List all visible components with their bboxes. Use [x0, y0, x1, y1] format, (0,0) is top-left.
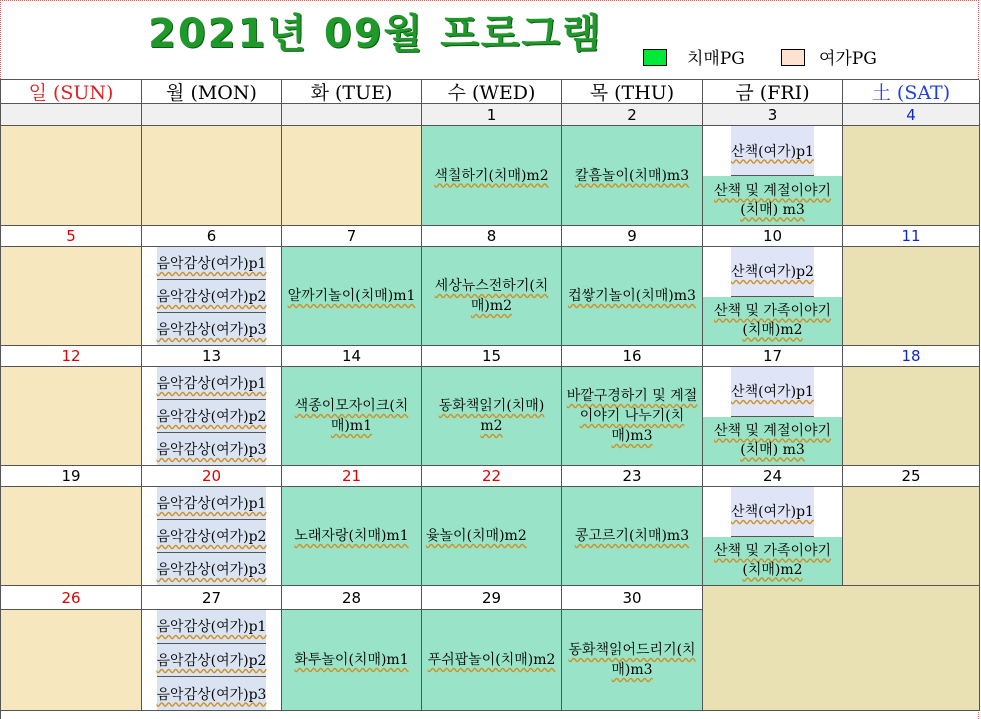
program-cell-thu[interactable]	[562, 247, 703, 346]
program-cell-mon[interactable]	[142, 247, 282, 346]
program-label: 산책(여가)p1	[731, 384, 814, 401]
program-cell-mon[interactable]	[142, 487, 282, 586]
date-cell[interactable]: 22	[422, 466, 562, 487]
legend-dementia	[643, 48, 745, 70]
date-cell[interactable]: 10	[703, 226, 843, 247]
fri-dementia-program[interactable]	[703, 537, 842, 586]
mon-leisure-program[interactable]	[157, 367, 267, 400]
header-sat[interactable]: 土 (SAT)	[843, 80, 980, 104]
date-cell[interactable]: 30	[562, 586, 703, 610]
date-cell[interactable]: 9	[562, 226, 703, 247]
program-label: 색종이모자이크(치매)m1	[294, 398, 409, 434]
program-label: 음악감상(여가)p1	[156, 496, 267, 512]
fri-leisure-program[interactable]	[731, 367, 814, 417]
date-cell[interactable]: 3	[703, 104, 843, 126]
program-label: 알까기놀이(치매)m1	[287, 288, 416, 304]
date-cell[interactable]: 1	[422, 104, 562, 126]
program-cell-tue[interactable]	[282, 610, 422, 711]
legend-leisure-swatch	[781, 49, 805, 66]
page-title: 2021년 09월 프로그램	[148, 11, 603, 57]
date-cell[interactable]: 8	[422, 226, 562, 247]
program-cell-mon[interactable]	[142, 610, 282, 711]
fri-leisure-program[interactable]	[731, 126, 814, 176]
header-tue[interactable]: 화 (TUE)	[282, 80, 422, 104]
fri-dementia-program[interactable]	[703, 176, 842, 225]
program-cell-empty[interactable]	[1, 367, 142, 466]
date-cell[interactable]: 15	[422, 346, 562, 367]
program-cell-empty[interactable]	[843, 247, 980, 346]
date-cell[interactable]	[282, 104, 422, 126]
fri-leisure-program[interactable]	[731, 487, 814, 537]
program-cell-thu[interactable]	[562, 610, 703, 711]
legend-leisure-label: 여가PG	[819, 49, 877, 69]
calendar-grid	[0, 79, 979, 719]
program-label: 산책(여가)p1	[731, 143, 814, 160]
date-cell[interactable]: 18	[843, 346, 980, 367]
mon-leisure-program[interactable]	[157, 313, 267, 345]
program-label: 음악감상(여가)p3	[156, 322, 267, 338]
fri-leisure-program[interactable]	[731, 247, 814, 297]
program-cell-mon[interactable]	[142, 367, 282, 466]
program-label: 산책 및 계절이야기(치매) m3	[713, 422, 832, 458]
date-cell[interactable]: 25	[843, 466, 980, 487]
program-label: 음악감상(여가)p2	[156, 289, 267, 305]
program-label: 동화책읽기(치매) m2	[438, 398, 545, 434]
program-cell-tue[interactable]	[282, 247, 422, 346]
program-cell-wed[interactable]	[422, 610, 562, 711]
program-cell-empty[interactable]	[1, 247, 142, 346]
program-label: 음악감상(여가)p1	[156, 619, 267, 636]
mon-leisure-program[interactable]	[157, 610, 267, 644]
program-cell-tue[interactable]	[282, 367, 422, 466]
header-thu[interactable]: 목 (THU)	[562, 80, 703, 104]
program-cell-thu[interactable]	[562, 367, 703, 466]
date-cell[interactable]: 19	[1, 466, 142, 487]
mon-leisure-program[interactable]	[157, 280, 267, 313]
legend-dementia-label: 치매PG	[687, 49, 745, 69]
legend-dementia-swatch	[643, 49, 667, 66]
program-cell-fri[interactable]	[703, 487, 843, 586]
mon-leisure-program[interactable]	[157, 677, 267, 710]
program-cell-empty[interactable]	[282, 126, 422, 226]
program-label: 색칠하기(치매)m2	[434, 167, 549, 184]
date-cell[interactable]: 17	[703, 346, 843, 367]
date-cell[interactable]: 6	[142, 226, 282, 247]
program-label: 음악감상(여가)p3	[156, 686, 267, 703]
date-cell[interactable]: 7	[282, 226, 422, 247]
program-label: 음악감상(여가)p2	[156, 529, 267, 545]
program-label: 산책 및 가족이야기(치매)m2	[713, 542, 832, 578]
date-cell[interactable]: 20	[142, 466, 282, 487]
program-label: 산책(여가)p2	[731, 264, 814, 281]
date-cell[interactable]: 14	[282, 346, 422, 367]
program-label: 음악감상(여가)p1	[156, 256, 267, 272]
program-label: 음악감상(여가)p2	[156, 653, 267, 669]
mon-leisure-program[interactable]	[157, 644, 267, 678]
program-label: 음악감상(여가)p2	[156, 409, 267, 425]
date-cell[interactable]: 23	[562, 466, 703, 487]
date-cell[interactable]: 24	[703, 466, 843, 487]
program-label: 푸쉬팝놀이(치매)m2	[427, 652, 556, 668]
program-cell-wed[interactable]	[422, 126, 562, 226]
program-cell-empty[interactable]	[142, 126, 282, 226]
program-cell-empty[interactable]	[843, 367, 980, 466]
program-label: 산책 및 가족이야기(치매)m2	[713, 302, 832, 338]
mon-leisure-program[interactable]	[157, 553, 267, 585]
date-cell[interactable]: 28	[282, 586, 422, 610]
program-cell-thu[interactable]	[562, 126, 703, 226]
mon-leisure-program[interactable]	[157, 520, 267, 553]
program-label: 음악감상(여가)p3	[156, 442, 267, 458]
date-cell[interactable]	[142, 104, 282, 126]
program-label: 산책 및 계절이야기(치매) m3	[713, 182, 832, 218]
date-cell[interactable]	[1, 104, 142, 126]
date-cell[interactable]: 4	[843, 104, 980, 126]
empty-merged-cell[interactable]	[703, 586, 980, 711]
date-cell[interactable]: 12	[1, 346, 142, 367]
program-cell-thu[interactable]	[562, 487, 703, 586]
fri-dementia-program[interactable]	[703, 297, 842, 346]
program-label: 산책(여가)p1	[731, 504, 814, 521]
date-cell[interactable]: 21	[282, 466, 422, 487]
legend-leisure	[781, 48, 877, 70]
program-cell-empty[interactable]	[843, 487, 980, 586]
mon-leisure-program[interactable]	[157, 247, 267, 280]
program-label: 칼흠놀이(치매)m3	[574, 167, 690, 184]
program-cell-tue[interactable]	[282, 487, 422, 586]
program-label: 화투놀이(치매)m1	[294, 652, 409, 668]
program-cell-fri[interactable]	[703, 367, 843, 466]
program-label: 음악감상(여가)p1	[156, 376, 267, 392]
program-cell-fri[interactable]	[703, 247, 843, 346]
date-cell[interactable]: 13	[142, 346, 282, 367]
program-cell-fri[interactable]	[703, 126, 843, 226]
program-label: 음악감상(여가)p3	[156, 562, 267, 578]
program-cell-empty[interactable]	[1, 610, 142, 711]
mon-leisure-program[interactable]	[157, 433, 267, 465]
date-cell[interactable]: 27	[142, 586, 282, 610]
program-label: 바깥구경하기 및 계절이야기 나누기(치매)m3	[566, 388, 698, 444]
program-label: 윷놀이(치매)m2	[426, 528, 527, 544]
program-cell-wed[interactable]	[422, 247, 562, 346]
date-cell[interactable]: 5	[1, 226, 142, 247]
date-cell[interactable]: 16	[562, 346, 703, 367]
date-cell[interactable]: 2	[562, 104, 703, 126]
date-cell[interactable]: 11	[843, 226, 980, 247]
program-label: 콩고르기(치매)m3	[574, 528, 690, 544]
date-cell[interactable]: 29	[422, 586, 562, 610]
date-cell[interactable]: 26	[1, 586, 142, 610]
program-label: 세상뉴스전하기(치매)m2	[434, 278, 549, 314]
header-sun[interactable]: 일 (SUN)	[1, 80, 142, 104]
program-label: 동화책읽어드리기(치매)m3	[568, 642, 696, 678]
program-cell-empty[interactable]	[1, 487, 142, 586]
program-cell-empty[interactable]	[1, 126, 142, 226]
program-cell-wed[interactable]	[422, 367, 562, 466]
header-mon[interactable]: 월 (MON)	[142, 80, 282, 104]
program-label: 노래자랑(치매)m1	[294, 528, 409, 544]
program-cell-wed[interactable]	[422, 487, 562, 586]
mon-leisure-program[interactable]	[157, 400, 267, 433]
header-fri[interactable]: 금 (FRI)	[703, 80, 843, 104]
header-wed[interactable]: 수 (WED)	[422, 80, 562, 104]
program-cell-empty[interactable]	[843, 126, 980, 226]
mon-leisure-program[interactable]	[157, 487, 267, 520]
program-label: 컵쌓기놀이(치매)m3	[568, 288, 696, 304]
fri-dementia-program[interactable]	[703, 417, 842, 466]
